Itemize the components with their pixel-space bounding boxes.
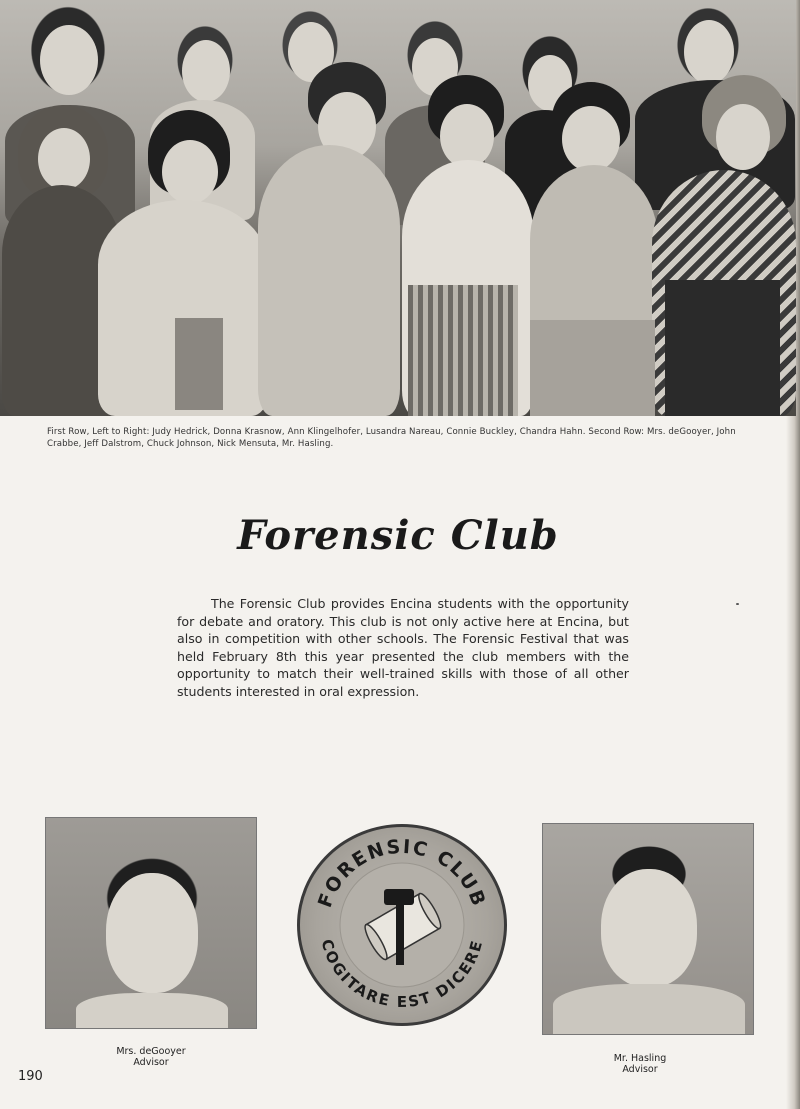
advisor-photo-hasling bbox=[542, 823, 754, 1035]
advisor-face bbox=[106, 873, 198, 993]
person-skirt bbox=[530, 320, 655, 416]
person-skirt bbox=[408, 285, 518, 416]
emblem-bottom-text: COGITARE EST DICERE bbox=[317, 937, 487, 1012]
person-face bbox=[38, 128, 90, 190]
advisor-caption-right bbox=[590, 1053, 690, 1075]
page-number: 190 bbox=[18, 1069, 43, 1084]
print-speck bbox=[736, 603, 739, 605]
club-description: The Forensic Club provides Encina students with the opportunity for debate and oratory. This club is not only active here at Encina, but also in competition with other schools. The Forensic Festival that was held February 8th this year presented the club members with the opportunity to match their well-trained skills with those of all other students interested in oral expression. bbox=[177, 596, 629, 699]
advisor-role: Advisor bbox=[622, 1064, 658, 1075]
advisor-caption-left bbox=[95, 1046, 207, 1068]
person-face bbox=[162, 140, 218, 204]
photo-caption: First Row, Left to Right: Judy Hedrick, Donna Krasnow, Ann Klingelhofer, Lusandra Nareau, Connie Buckley, Chandra Hahn. Second Row: Mrs. deGooyer, John Crabbe, Jeff Dalstrom, Chuck Johnson, Nick Mensuta, Mr. Hasling. bbox=[47, 427, 736, 449]
advisor-body bbox=[76, 993, 228, 1029]
advisor-role: Advisor bbox=[133, 1057, 169, 1068]
person-face bbox=[716, 104, 770, 170]
person-body bbox=[258, 145, 400, 416]
advisor-face bbox=[601, 869, 697, 987]
advisor-name: Mr. Hasling bbox=[613, 1053, 667, 1064]
person-head bbox=[40, 25, 98, 95]
emblem-top-text: FORENSIC CLUB bbox=[313, 835, 491, 911]
page-title: Forensic Club bbox=[237, 512, 559, 559]
group-photo bbox=[0, 0, 796, 416]
person-face bbox=[562, 106, 620, 172]
forensic-club-emblem bbox=[297, 824, 507, 1026]
person-head bbox=[182, 40, 230, 102]
person-skirt bbox=[665, 280, 780, 416]
person-head bbox=[684, 20, 734, 84]
advisor-name: Mrs. deGooyer bbox=[116, 1046, 186, 1057]
person-face bbox=[440, 104, 494, 168]
advisor-photo-degooyer bbox=[45, 817, 257, 1029]
advisor-body bbox=[553, 984, 745, 1035]
person-skirt bbox=[175, 318, 223, 410]
emblem-svg bbox=[300, 827, 504, 1023]
